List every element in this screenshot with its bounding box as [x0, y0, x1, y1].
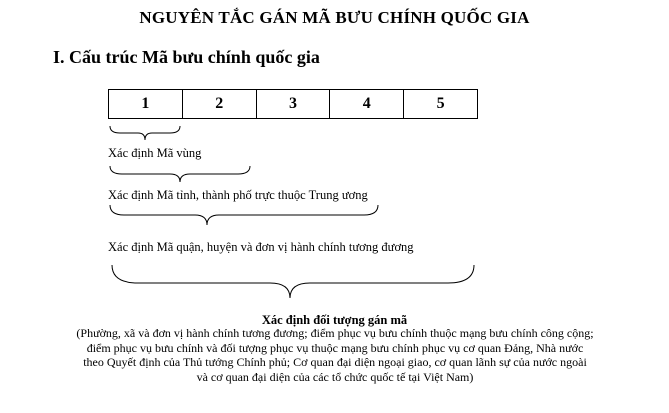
target-heading: Xác định đối tượng gán mã	[261, 313, 408, 327]
page-title: NGUYÊN TẮC GÁN MÃ BƯU CHÍNH QUỐC GIA	[139, 8, 530, 27]
target-line-2: điểm phục vụ bưu chính và đối tượng phục vụ thuộc mạng bưu chính phục vụ cơ quan Đảng, Nhà nước	[86, 340, 584, 355]
label-province-code: Xác định Mã tỉnh, thành phố trực thuộc Trung ương	[108, 188, 368, 202]
brace-region	[110, 126, 180, 140]
brace-target	[112, 265, 474, 298]
digit-box-3: 3	[257, 90, 331, 118]
target-description	[30, 326, 640, 384]
brace-district	[110, 205, 378, 225]
target-line-4: và cơ quan đại diện của các tổ chức quốc tế tại Việt Nam)	[196, 369, 474, 384]
digit-box-5: 5	[436, 95, 445, 112]
digit-box-4: 4	[330, 90, 404, 118]
brace-province	[110, 166, 250, 182]
section-heading: I. Cấu trúc Mã bưu chính quốc gia	[53, 47, 320, 67]
target-line-1: (Phường, xã và đơn vị hành chính tương đương; điểm phục vụ bưu chính thuộc mạng bưu chính công cộng;	[76, 326, 594, 340]
digit-box-2: 2	[183, 90, 257, 118]
digit-box-1: 1	[109, 90, 183, 118]
target-line-3: theo Quyết định của Thủ tướng Chính phủ; Cơ quan đại diện ngoại giao, cơ quan lãnh sự của nước ngoài	[83, 355, 587, 369]
label-district-code: Xác định Mã quận, huyện và đơn vị hành chính tương đương	[108, 240, 414, 254]
label-region-code: Xác định Mã vùng	[108, 146, 202, 160]
